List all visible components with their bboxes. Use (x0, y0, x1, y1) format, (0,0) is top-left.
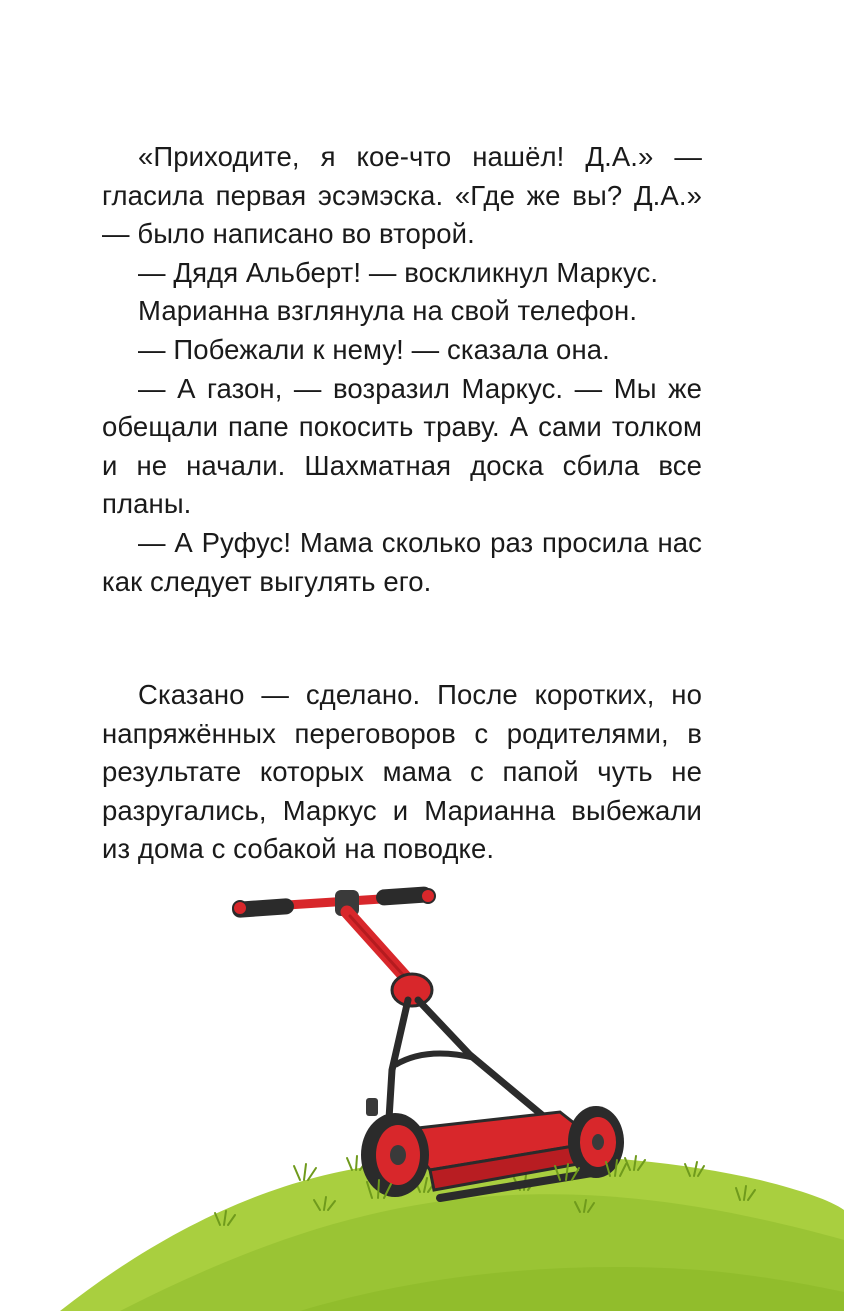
text-section-1 (102, 138, 702, 601)
text-section-2 (102, 676, 702, 869)
paragraph: — Дядя Альберт! — воскликнул Маркус. (138, 256, 659, 288)
mower-handlebar (232, 886, 435, 918)
paragraph: Марианна взглянула на свой телефон. (138, 295, 638, 327)
paragraph: — Побежали к нему! — сказала она. (138, 333, 610, 365)
paragraph: Сказано — сделано. После коротких, но напряжённых переговоров с родителями, в результате которых мама с папой чуть не разругались, Маркус и Марианна выбежали из дома с собакой на поводке. (102, 679, 702, 865)
paragraph: «Приходите, я кое-что нашёл! Д.А.» — гласила первая эсэмэска. «Где же вы? Д.А.» — было написано во второй. (102, 141, 702, 250)
paragraph: — А газон, — возразил Маркус. — Мы же обещали папе покосить траву. А сами толком и не начали. Шахматная доска сбила все планы. (102, 372, 702, 520)
lawn-mower (232, 886, 624, 1198)
mower-wheel (361, 1113, 429, 1197)
lawn-mower-illustration (0, 880, 844, 1311)
paragraph: — А Руфус! Мама сколько раз просила нас как следует выгулять его. (102, 526, 702, 597)
